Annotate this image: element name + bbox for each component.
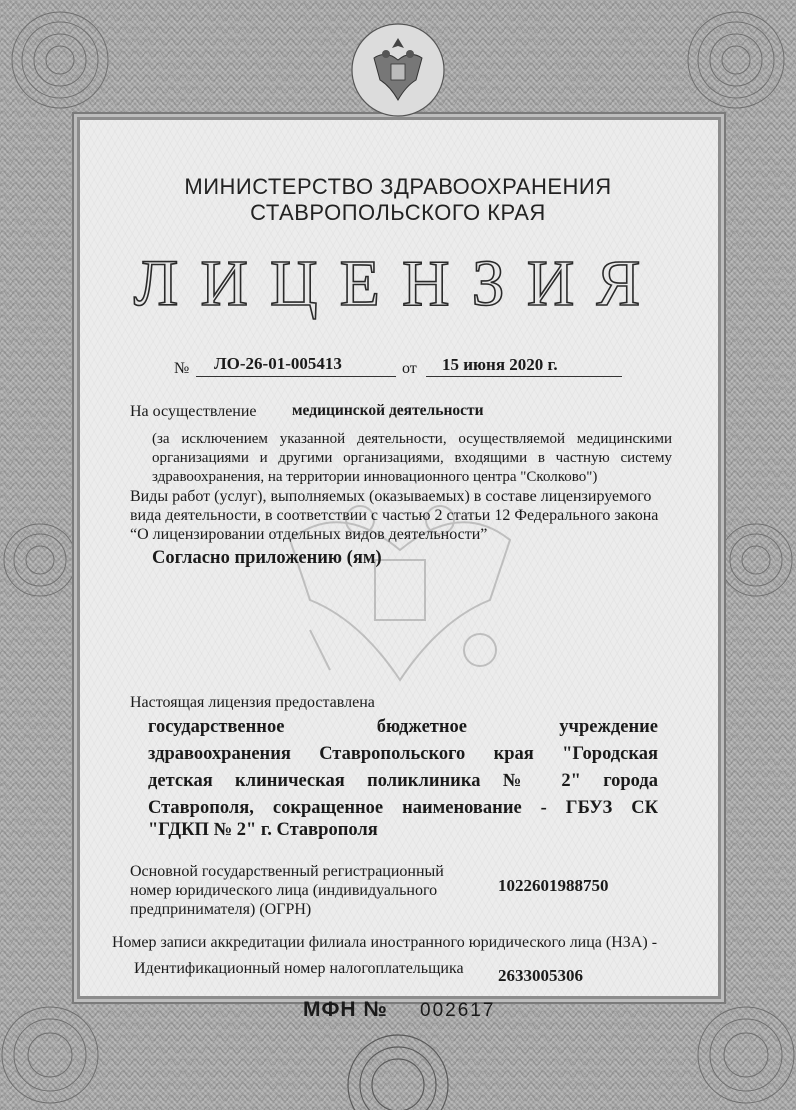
license-date: 15 июня 2020 г.: [442, 355, 558, 374]
date-underline: [426, 376, 622, 377]
activity-exception-line3: здравоохранения, на территории инновационного центра "Сколково"): [152, 469, 598, 485]
ministry-name-line1: МИНИСТЕРСТВО ЗДРАВООХРАНЕНИЯ: [184, 174, 612, 199]
number-label: №: [174, 360, 190, 377]
coat-of-arms-icon: [348, 20, 448, 120]
activity-exception-line2: организациями и другими организациями, входящими в частную систему: [152, 450, 672, 466]
number-underline: [196, 376, 396, 377]
works-line2: вида деятельности, в соответствии с частью 2 статьи 12 Федерального закона: [130, 507, 659, 524]
activity-exception-line1: (за исключением указанной деятельности, осуществляемой медицинскими: [152, 431, 672, 447]
inn-label: Идентификационный номер налогоплательщика: [134, 960, 464, 977]
ogrn-label-line3: предпринимателя) (ОГРН): [130, 901, 312, 918]
holder-line2: здравоохранения Ставропольского края "Городская: [148, 744, 658, 764]
document-title: ЛИЦЕНЗИЯ: [133, 247, 663, 320]
form-number: 002617: [420, 1000, 496, 1021]
works-value: Согласно приложению (ям): [152, 548, 382, 568]
date-label: от: [402, 360, 417, 377]
ogrn-label-line1: Основной государственный регистрационный: [130, 863, 444, 880]
holder-line4: Ставрополя, сокращенное наименование - ГБУЗ СК: [148, 798, 658, 818]
ogrn-value: 1022601988750: [498, 876, 609, 895]
works-line3: “О лицензировании отдельных видов деятельности”: [130, 526, 488, 543]
holder-line1: государственное бюджетное учреждение: [148, 717, 658, 737]
holder-line3: детская клиническая поликлиника № 2" города: [148, 771, 658, 791]
activity-name: медицинской деятельности: [292, 402, 484, 419]
ministry-name-line2: СТАВРОПОЛЬСКОГО КРАЯ: [250, 200, 546, 225]
license-number: ЛО-26-01-005413: [214, 354, 342, 373]
activity-label: На осуществление: [130, 403, 257, 420]
form-series: МФН №: [303, 998, 388, 1021]
works-line1: Виды работ (услуг), выполняемых (оказываемых) в составе лицензируемого: [130, 488, 652, 505]
holder-label: Настоящая лицензия предоставлена: [130, 694, 375, 711]
ogrn-label-line2: номер юридического лица (индивидуального: [130, 882, 438, 899]
nza-label: Номер записи аккредитации филиала иностранного юридического лица (НЗА) -: [112, 934, 658, 951]
holder-line5: "ГДКП № 2" г. Ставрополя: [148, 820, 378, 840]
inn-value: 2633005306: [498, 966, 583, 985]
